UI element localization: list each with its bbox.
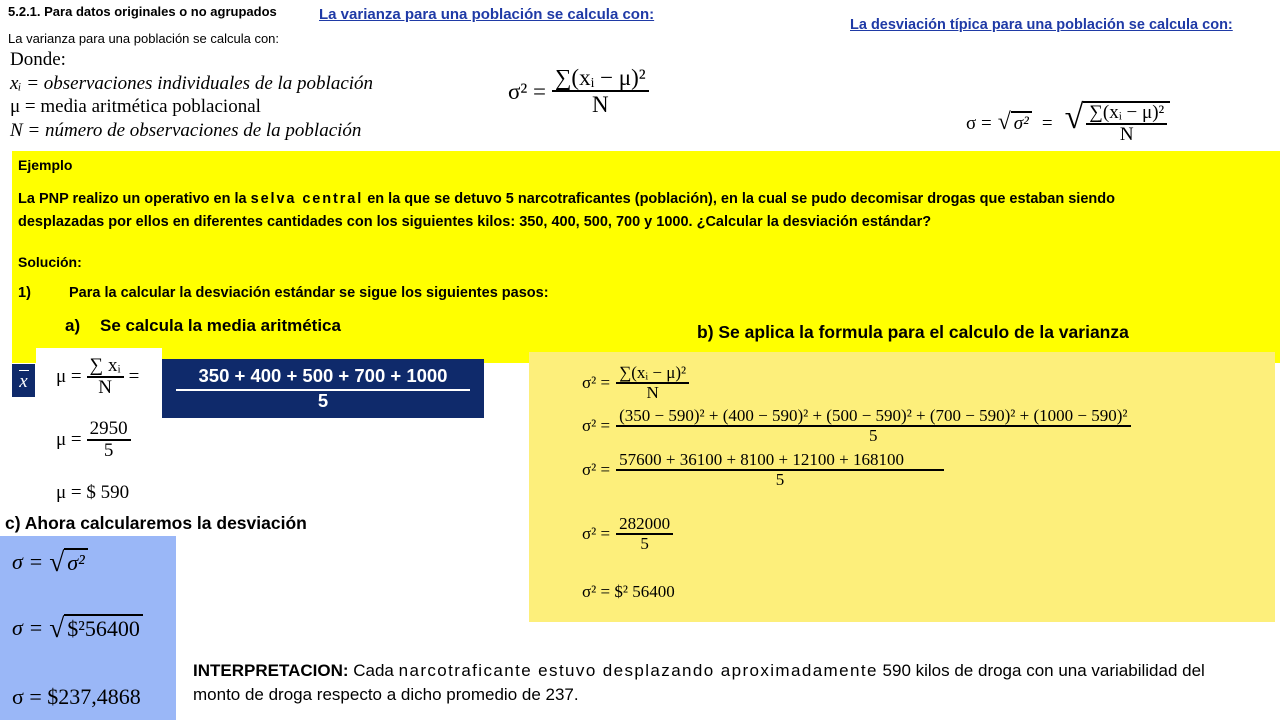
mean-step-2-numerator: 2950 — [87, 419, 131, 441]
variance-row-1-numerator: ∑(xᵢ − μ)² — [616, 364, 689, 384]
interpretation — [193, 659, 1223, 707]
problem-line1-emphasis: selva central — [250, 191, 364, 207]
variance-row-2-lhs: σ² = — [582, 416, 611, 436]
variance-formula-lhs: σ² = — [508, 78, 547, 104]
problem-line2: desplazadas por ellos en diferentes cantidades con los siguientes kilos: 350, 400, 500, 700 y 1000. ¿Calcular la desviación estándar? — [18, 213, 932, 230]
definitions-block — [10, 48, 418, 156]
section-title: 5.2.1. Para datos originales o no agrupados — [8, 4, 277, 19]
variance-row-1-lhs: σ² = — [582, 373, 611, 393]
deviation-formula — [966, 96, 1170, 151]
variance-row-4-lhs: σ² = — [582, 524, 611, 544]
x-bar-symbol: x — [12, 364, 35, 397]
step-b: b) Se aplica la formula para el calculo de la varianza — [697, 322, 1129, 342]
solution-label: Solución: — [18, 254, 82, 270]
variance-row-2-denominator: 5 — [869, 425, 878, 445]
problem-line1-b: en la que se detuvo 5 narcotraficantes (población), en la cual se pudo decomisar drogas que estaban siendo — [363, 191, 1115, 207]
variance-row-4 — [582, 515, 673, 554]
mean-sum-denominator: 5 — [317, 390, 329, 411]
interpretation-text-b: 590 kilos de droga con una variabilidad del monto de droga respecto a dicho promedio de 237. — [193, 661, 1205, 704]
variance-intro: La varianza para una población se calcula con: — [8, 31, 280, 46]
variance-row-3-lhs: σ² = — [582, 460, 611, 480]
deviation-row-2 — [12, 614, 143, 642]
definition-n: N = número de observaciones de la población — [10, 119, 362, 141]
deviation-formula-lhs: σ = — [966, 112, 992, 134]
step-c: c) Ahora calcularemos la desviación — [5, 513, 307, 533]
variance-result: σ² = $² 56400 — [582, 582, 675, 601]
deviation-formula-sqrt-arg: σ² — [1011, 111, 1032, 136]
deviation-row-2-sqrt-arg: $²56400 — [64, 614, 143, 642]
definition-xi: xᵢ = observaciones individuales de la población — [10, 72, 374, 94]
interpretation-text-a: Cada — [348, 661, 399, 680]
variance-formula — [508, 66, 649, 117]
mean-result: μ = $ 590 — [56, 482, 130, 503]
step-a-number: a) — [65, 316, 81, 335]
deviation-row-1-lhs: σ = — [12, 549, 44, 575]
variance-row-4-denominator: 5 — [640, 533, 649, 553]
step-a-text: Se calcula la media aritmética — [100, 316, 341, 335]
variance-row-3-denominator: 5 — [775, 469, 785, 489]
mean-step-2-lhs: μ = — [56, 429, 82, 451]
example-label: Ejemplo — [18, 157, 73, 173]
variance-row-4-numerator: 282000 — [616, 515, 673, 535]
deviation-formula-denominator: N — [1119, 124, 1134, 146]
problem-line1-a: La PNP realizo un operativo en la — [18, 191, 251, 207]
deviation-row-1 — [12, 548, 88, 576]
variance-row-1 — [582, 364, 689, 403]
variance-row-3 — [582, 451, 944, 490]
interpretation-label: INTERPRETACION: — [193, 661, 349, 680]
mean-sum-box — [162, 359, 484, 418]
mean-formula-denominator: N — [98, 376, 112, 398]
variance-row-2-numerator: (350 − 590)² + (400 − 590)² + (500 − 590)² + (700 − 590)² + (1000 − 590)² — [616, 407, 1130, 427]
deviation-formula-equals: = — [1041, 112, 1053, 134]
definition-mu: μ = media aritmética poblacional — [10, 96, 261, 117]
mean-formula-numerator: ∑ xᵢ — [87, 356, 124, 378]
sqrt-icon: √ $\frac{\text{∑(xᵢ − μ)²}}{N}$ — [1065, 101, 1171, 146]
step-1-text: Para la calcular la desviación estándar se sigue los siguientes pasos: — [69, 285, 549, 301]
deviation-row-1-sqrt-arg: σ² — [64, 548, 87, 576]
variance-row-3-numerator: 57600 + 36100 + 8100 + 12100 + 168100 — [616, 451, 944, 471]
mean-sum-numerator: 350 + 400 + 500 + 700 + 1000 — [198, 365, 448, 386]
variance-formula-numerator: ∑(xᵢ − μ)² — [552, 66, 649, 92]
variance-row-2 — [582, 407, 1131, 446]
variance-formula-denominator: N — [592, 92, 609, 118]
sqrt-icon: √ $²56400 — [49, 614, 143, 642]
deviation-result: σ = $237,4868 — [12, 684, 141, 709]
sqrt-icon: √ σ² — [998, 111, 1032, 136]
deviation-heading-link: La desviación típica para una población se calcula con: — [850, 17, 1233, 33]
step-1 — [18, 285, 549, 301]
mean-step-2-denominator: 5 — [103, 439, 114, 461]
sqrt-icon: √ σ² — [49, 548, 88, 576]
mean-formula-equals: = — [128, 366, 140, 388]
deviation-formula-numerator: ∑(xᵢ − μ)² — [1086, 103, 1167, 125]
step-a — [65, 316, 341, 336]
mean-formula-lhs: μ = — [56, 366, 82, 388]
problem-statement — [18, 188, 1280, 233]
mean-step-2 — [56, 419, 131, 462]
variance-heading-link: La varianza para una población se calcula con: — [319, 6, 655, 23]
interpretation-text-emphasis: narcotraficante estuvo desplazando aproximadamente — [398, 661, 878, 680]
deviation-row-2-lhs: σ = — [12, 615, 44, 641]
definitions-donde: Donde: — [10, 49, 66, 70]
step-1-number: 1) — [18, 285, 31, 301]
variance-row-1-denominator: N — [646, 382, 659, 402]
mean-formula — [56, 356, 139, 399]
